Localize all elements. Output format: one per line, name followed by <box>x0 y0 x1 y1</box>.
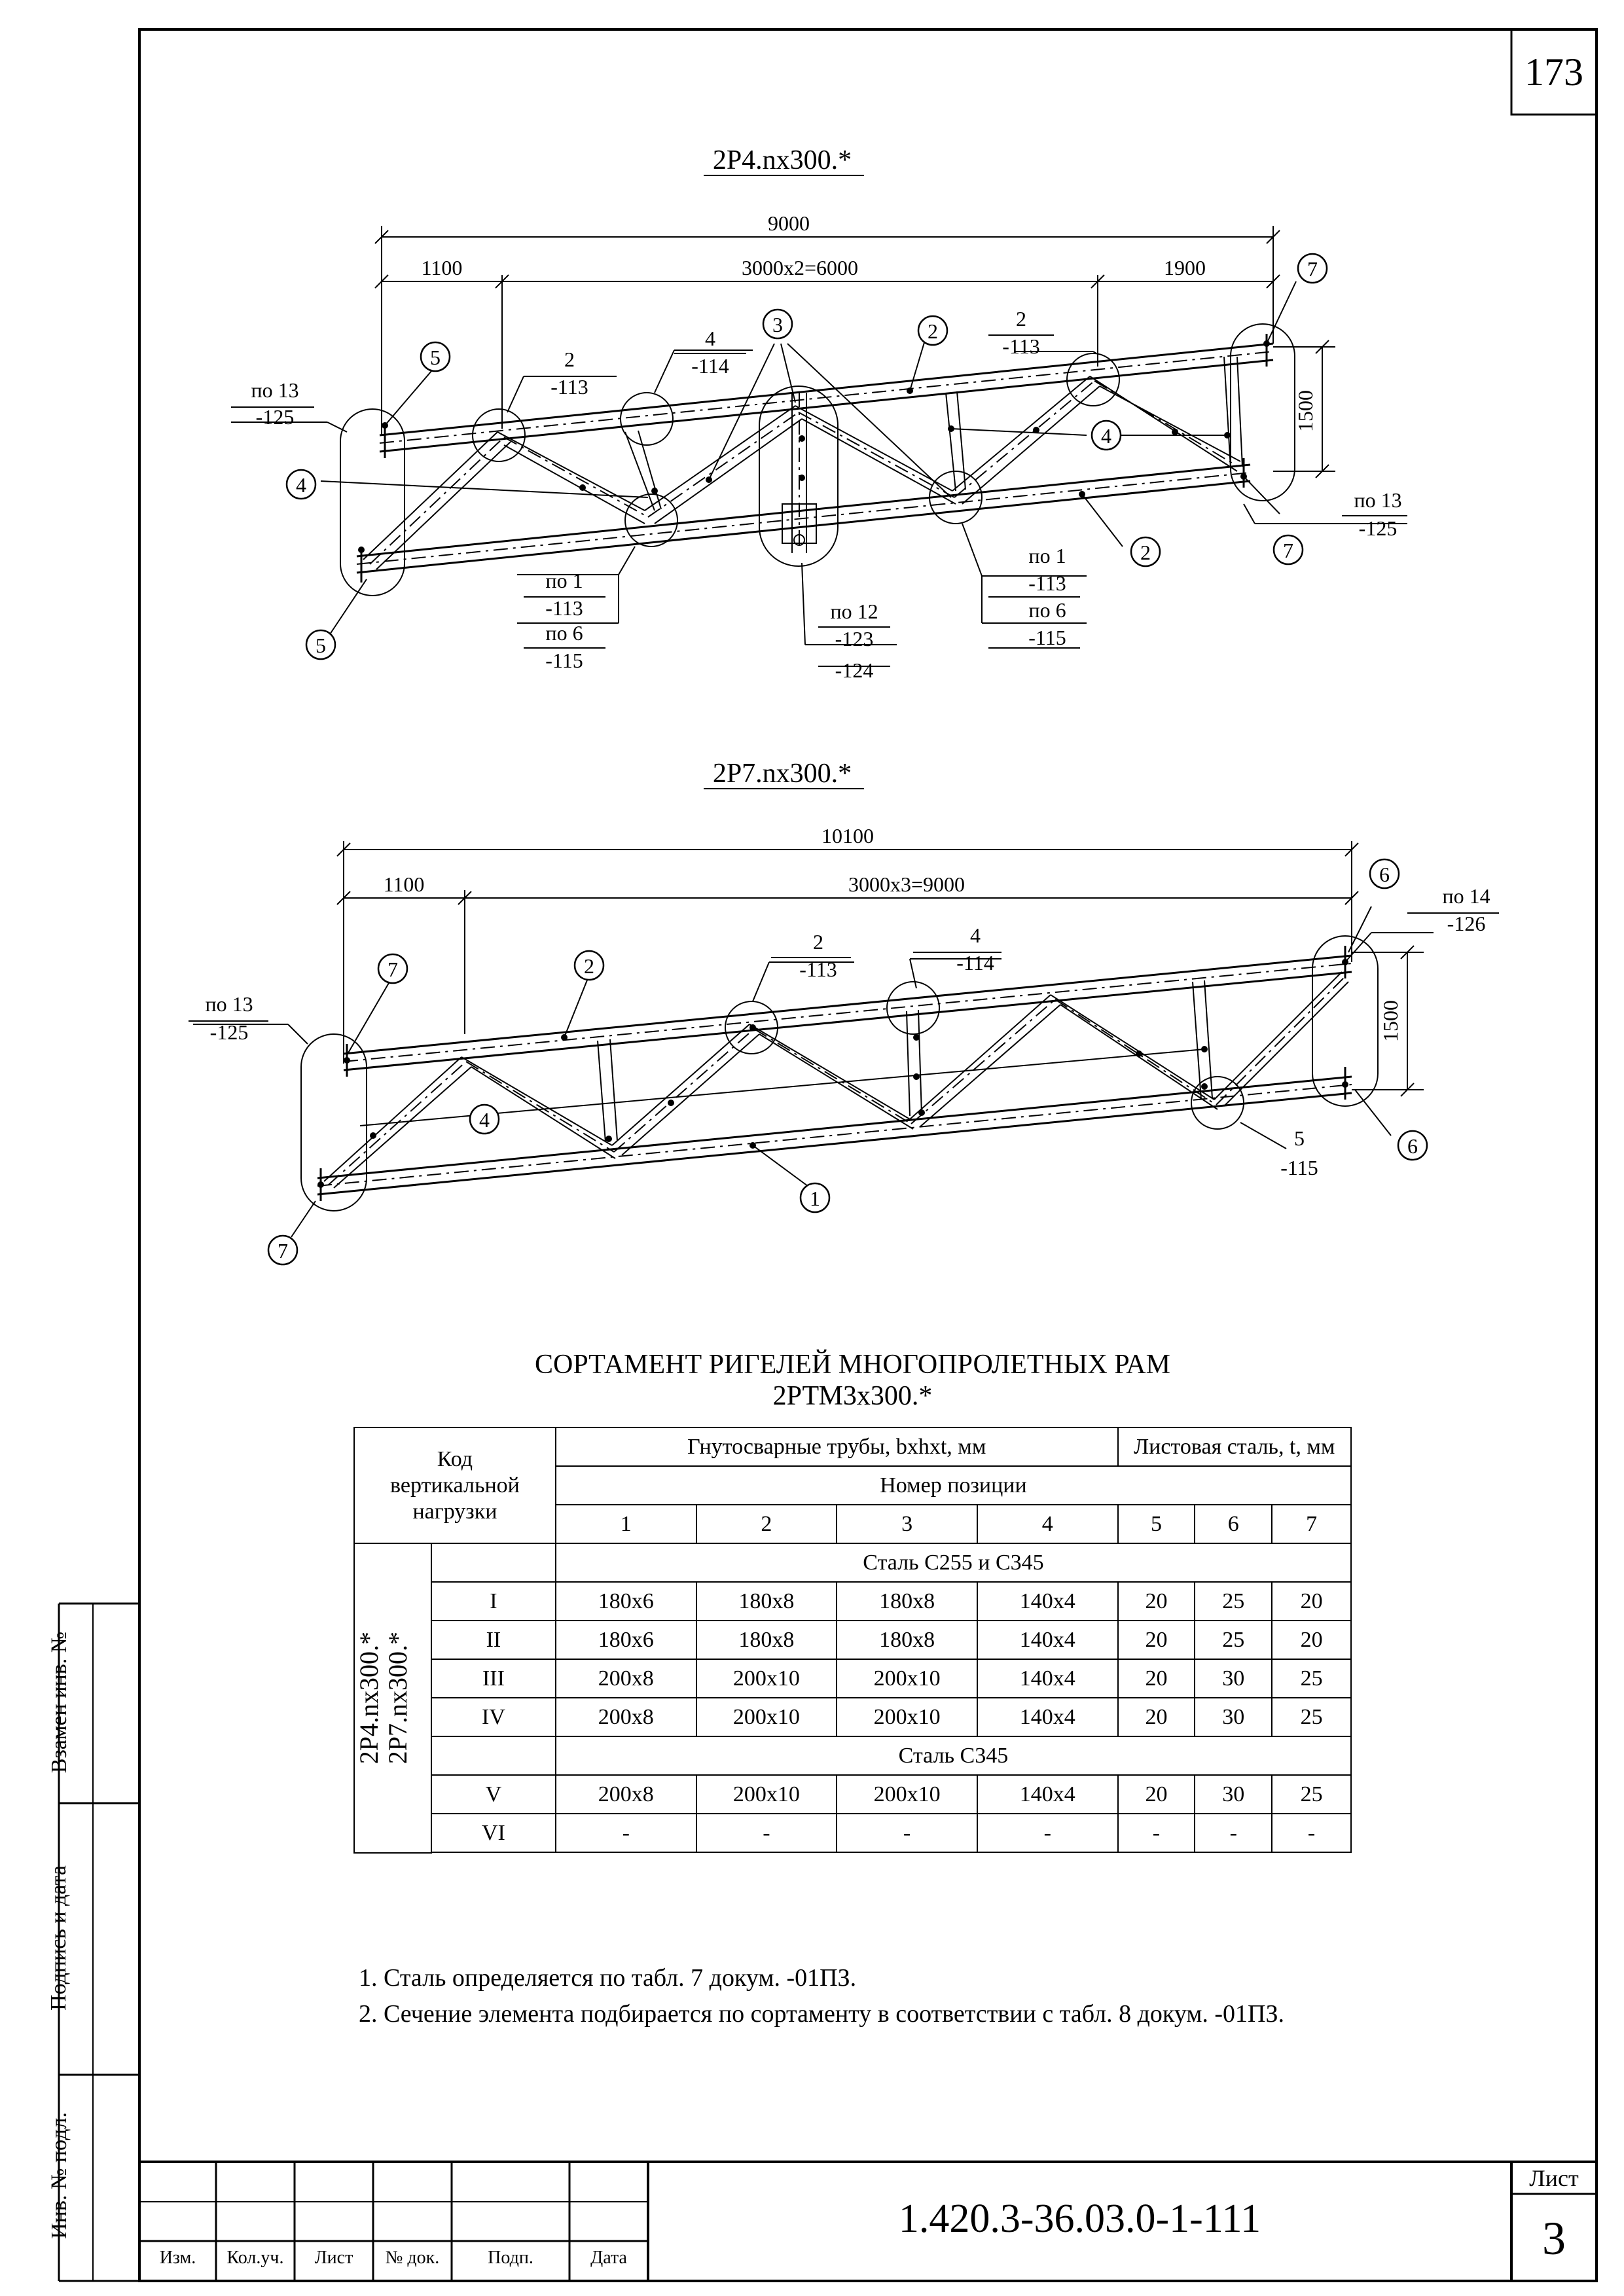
label-po13-left: по 13 <box>251 378 299 402</box>
callout-7-bottom: 7 <box>1283 539 1293 562</box>
blank-cell <box>431 1736 556 1775</box>
label-115-b: -115 <box>1280 1156 1318 1179</box>
table-row <box>354 1775 1351 1814</box>
assortment-table <box>353 1427 1352 1854</box>
cell: - <box>696 1814 837 1852</box>
table-row <box>354 1621 1351 1659</box>
cell: - <box>1272 1814 1351 1852</box>
truss-2p4-drawing <box>231 145 1407 682</box>
cell: - <box>977 1814 1118 1852</box>
cell: 140х4 <box>977 1582 1118 1621</box>
label-2-a: 2 <box>564 348 575 371</box>
pos-6: 6 <box>1195 1505 1272 1543</box>
dim-9000: 3000х3=9000 <box>848 872 965 896</box>
pos-1: 1 <box>556 1505 696 1543</box>
tb-col-data: Дата <box>590 2248 627 2268</box>
cell: - <box>837 1814 977 1852</box>
dim-6000: 3000х2=6000 <box>741 256 859 279</box>
label-4-b: 4 <box>970 924 981 947</box>
cell: 25 <box>1195 1582 1272 1621</box>
label-2-b: 2 <box>1016 307 1026 331</box>
pos-4: 4 <box>977 1505 1118 1543</box>
cell: 180х8 <box>696 1582 837 1621</box>
sheet-frame <box>59 29 1597 2281</box>
callout-7-top: 7 <box>1307 257 1318 281</box>
pos-2: 2 <box>696 1505 837 1543</box>
dim-1500-a: 1500 <box>1293 390 1317 432</box>
tb-col-podp: Подп. <box>488 2248 533 2268</box>
callout-3: 3 <box>772 313 783 336</box>
steel-group-b: Сталь С345 <box>556 1736 1351 1775</box>
stamp-inv: Инв. № подл. <box>47 2112 71 2239</box>
tb-col-izm: Изм. <box>159 2248 196 2268</box>
callout-2-bottom: 2 <box>1140 541 1151 564</box>
callout-6-bottom: 6 <box>1407 1134 1418 1158</box>
cell: 200х10 <box>837 1775 977 1814</box>
cell: 180х8 <box>837 1582 977 1621</box>
cell: 180х6 <box>556 1582 696 1621</box>
cell: 25 <box>1272 1659 1351 1698</box>
cell: 140х4 <box>977 1621 1118 1659</box>
document-code: 1.420.3-36.03.0-1-111 <box>898 2197 1261 2241</box>
label-po6-right: по 6 <box>1028 598 1066 622</box>
row-code: II <box>431 1621 556 1659</box>
dim-1100-b: 1100 <box>383 872 425 896</box>
stamp-podpis: Подпись и дата <box>46 1865 71 2011</box>
callout-2-b: 2 <box>584 954 594 978</box>
callout-2-top: 2 <box>928 319 938 343</box>
cell: 200х8 <box>556 1659 696 1698</box>
cell: 200х10 <box>837 1698 977 1736</box>
label-po1-left: по 1 <box>545 569 583 592</box>
callout-7-bottom-b: 7 <box>278 1239 288 1263</box>
list-label: Лист <box>1529 2165 1579 2191</box>
label-113-e: -113 <box>799 958 837 981</box>
cell: 30 <box>1195 1775 1272 1814</box>
label-113-c: -113 <box>545 596 583 620</box>
dim-1100: 1100 <box>421 256 463 279</box>
label-2-c: 2 <box>813 930 823 954</box>
row-code: I <box>431 1582 556 1621</box>
callout-5-bottom: 5 <box>316 634 326 657</box>
cell: 20 <box>1118 1775 1195 1814</box>
drawing1-title: 2Р4.nх300.* <box>712 145 852 175</box>
dim-1900: 1900 <box>1164 256 1206 279</box>
dim-9000: 9000 <box>768 211 810 235</box>
group-code: 2Р4.nх300.* 2Р7.nх300.* <box>354 1632 412 1765</box>
table-row <box>354 1698 1351 1736</box>
code-header-text: Код вертикальной нагрузки <box>390 1446 520 1524</box>
callout-4-right: 4 <box>1101 424 1111 448</box>
label-po13-b: по 13 <box>205 992 253 1016</box>
cell: 200х10 <box>837 1659 977 1698</box>
table-row <box>354 1659 1351 1698</box>
table-title-line2: 2РТМ3х300.* <box>772 1381 933 1411</box>
cell: - <box>1118 1814 1195 1852</box>
callout-6-top: 6 <box>1379 863 1390 886</box>
label-125-right: -125 <box>1358 516 1398 540</box>
cell: 20 <box>1272 1582 1351 1621</box>
cell: 200х10 <box>696 1659 837 1698</box>
dim-10100: 10100 <box>821 824 874 848</box>
tb-col-kolvo: Кол.уч. <box>226 2248 284 2268</box>
label-124: -124 <box>835 658 874 682</box>
row-code: V <box>431 1775 556 1814</box>
steel-group-a: Сталь С255 и С345 <box>556 1543 1351 1582</box>
cell: 20 <box>1272 1621 1351 1659</box>
cell: 200х8 <box>556 1698 696 1736</box>
cell: 20 <box>1118 1659 1195 1698</box>
label-po12: по 12 <box>830 600 878 623</box>
tubes-header: Гнутосварные трубы, bxhxt, мм <box>556 1427 1118 1466</box>
cell: 180х6 <box>556 1621 696 1659</box>
callout-7-top-b: 7 <box>388 958 398 981</box>
cell: - <box>1195 1814 1272 1852</box>
cell: 140х4 <box>977 1698 1118 1736</box>
label-114: -114 <box>691 354 729 378</box>
cell: - <box>556 1814 696 1852</box>
label-5-b: 5 <box>1294 1126 1305 1150</box>
cell: 20 <box>1118 1621 1195 1659</box>
label-po14: по 14 <box>1442 884 1490 908</box>
row-code: IV <box>431 1698 556 1736</box>
pos-3: 3 <box>837 1505 977 1543</box>
cell: 25 <box>1272 1775 1351 1814</box>
callout-1: 1 <box>810 1187 820 1210</box>
label-4: 4 <box>705 327 715 350</box>
label-po13-right: по 13 <box>1354 488 1402 512</box>
cell: 20 <box>1118 1582 1195 1621</box>
callout-4-left: 4 <box>296 473 306 497</box>
position-header: Номер позиции <box>556 1466 1351 1505</box>
cell: 20 <box>1118 1698 1195 1736</box>
cell: 200х10 <box>696 1775 837 1814</box>
sheet-number: 173 <box>1525 50 1583 94</box>
cell: 200х8 <box>556 1775 696 1814</box>
label-113-d: -113 <box>1028 571 1066 595</box>
cell: 140х4 <box>977 1659 1118 1698</box>
cell: 140х4 <box>977 1775 1118 1814</box>
group-code-cell <box>354 1543 431 1853</box>
label-113-b: -113 <box>1002 334 1040 358</box>
label-123: -123 <box>835 627 874 651</box>
truss-2p7-drawing <box>189 759 1499 1265</box>
cell: 30 <box>1195 1698 1272 1736</box>
list-number: 3 <box>1542 2212 1566 2265</box>
cell: 30 <box>1195 1659 1272 1698</box>
cell: 25 <box>1272 1698 1351 1736</box>
blank-cell <box>431 1543 556 1582</box>
spacer <box>431 1852 556 1853</box>
label-115-right: -115 <box>1028 626 1066 649</box>
drawing2-title: 2Р7.nх300.* <box>712 759 852 789</box>
pos-7: 7 <box>1272 1505 1351 1543</box>
label-115-left: -115 <box>545 649 583 672</box>
tb-col-list: Лист <box>314 2248 353 2268</box>
label-114-b: -114 <box>956 951 994 975</box>
stamp-vzamen: Взамен инв. № <box>47 1631 71 1774</box>
label-125-b: -125 <box>209 1020 249 1044</box>
label-125-left: -125 <box>255 405 295 429</box>
label-126: -126 <box>1447 912 1486 935</box>
callout-5-top: 5 <box>430 346 441 369</box>
code-header <box>354 1427 556 1543</box>
tb-col-ndok: № док. <box>385 2248 440 2268</box>
cell: 180х8 <box>696 1621 837 1659</box>
label-po1-right: по 1 <box>1028 544 1066 567</box>
row-code: VI <box>431 1814 556 1852</box>
label-113-a: -113 <box>550 375 588 399</box>
table-title-line1: СОРТАМЕНТ РИГЕЛЕЙ МНОГОПРОЛЕТНЫХ РАМ <box>535 1350 1170 1380</box>
note-1: 1. Сталь определяется по табл. 7 докум. -01ПЗ. <box>359 1964 857 1992</box>
cell: 180х8 <box>837 1621 977 1659</box>
cell: 25 <box>1195 1621 1272 1659</box>
pos-5: 5 <box>1118 1505 1195 1543</box>
dim-1500-b: 1500 <box>1379 1000 1402 1042</box>
label-po6-left: по 6 <box>545 621 583 645</box>
cell: 200х10 <box>696 1698 837 1736</box>
sheet-steel-header: Листовая сталь, t, мм <box>1118 1427 1351 1466</box>
callout-4-b: 4 <box>479 1108 490 1132</box>
table-row <box>354 1582 1351 1621</box>
row-code: III <box>431 1659 556 1698</box>
note-2: 2. Сечение элемента подбирается по сортаменту в соответствии с табл. 8 докум. -01ПЗ. <box>359 2000 1285 2028</box>
table-row <box>354 1814 1351 1852</box>
